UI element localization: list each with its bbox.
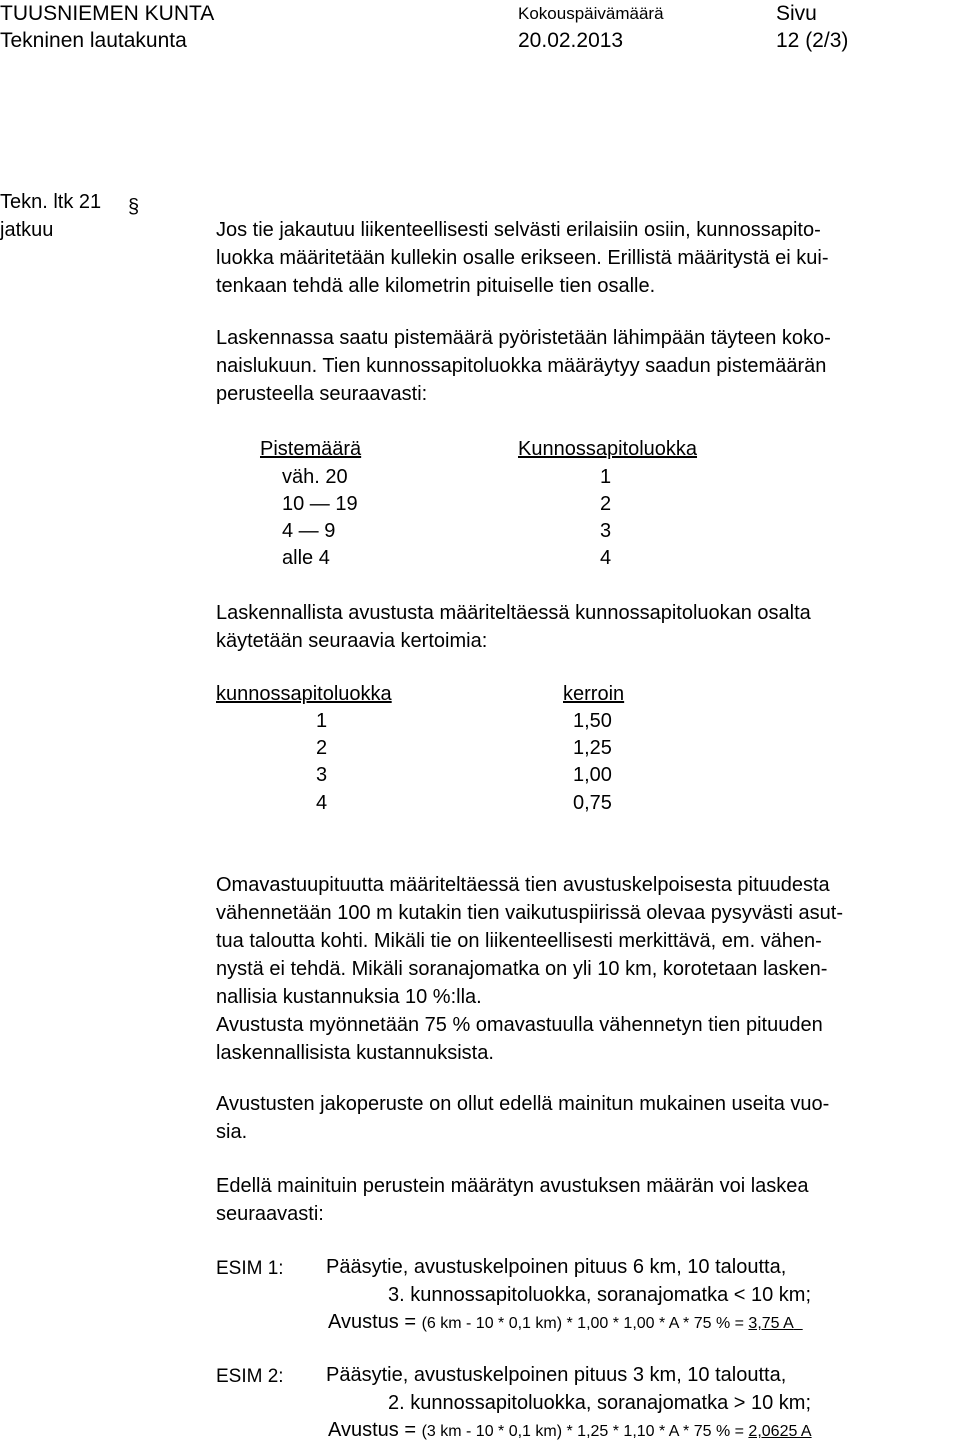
text-line: sia. [216,1121,248,1143]
text-line: vähennetään 100 m kutakin tien vaikutuspiirissä olevaa pysyvästi asut- [216,902,844,924]
text-line: Laskennassa saatu pistemäärä pyöristetään lähimpään täyteen koko- [216,327,831,349]
coefficient-cell: 1,00 [573,764,612,786]
text-line: Avustusten jakoperuste on ollut edellä mainitun mukainen useita vuo- [216,1093,830,1115]
example-line: Pääsytie, avustuskelpoinen pituus 3 km, 10 taloutta, [326,1364,787,1386]
text-line: nallisia kustannuksia 10 %:lla. [216,986,482,1008]
class-cell: 1 [600,466,612,488]
class-cell: 4 [600,547,612,569]
continued-label: jatkuu [0,219,54,241]
text-line: Avustusta myönnetään 75 % omavastuulla vähennetyn tien pituuden [216,1014,823,1036]
points-cell: väh. 20 [282,466,348,488]
board-name: Tekninen lautakunta [0,29,187,52]
example-line: 2. kunnossapitoluokka, soranajomatka > 10 km; [388,1392,812,1414]
text-line: laskennallisista kustannuksista. [216,1042,494,1064]
class-cell: 1 [316,710,328,732]
points-header: Pistemäärä [260,438,362,460]
text-line: naislukuun. Tien kunnossapitoluokka määräytyy saadun pistemäärän [216,355,827,377]
example-label: ESIM 2: [216,1366,284,1387]
text-line: tenkaan tehdä alle kilometrin pituiselle tien osalle. [216,275,656,297]
formula-body: (6 km - 10 * 0,1 km) * 1,00 * 1,00 * A * 75 % = [421,1315,749,1332]
formula-prefix: Avustus = [328,1311,422,1333]
example-line: Pääsytie, avustuskelpoinen pituus 6 km, 10 taloutta, [326,1256,787,1278]
paragraph-5 [216,1090,946,1146]
points-cell: 10 — 19 [282,493,358,515]
coefficient-cell: 1,50 [573,710,612,732]
municipality-name: TUUSNIEMEN KUNTA [0,2,215,25]
text-line: luokka määritetään kullekin osalle erikseen. Erillistä määritystä ei kui- [216,247,829,269]
text-line: seuraavasti: [216,1203,324,1225]
page-label: Sivu [776,2,817,25]
class-cell: 4 [316,792,328,814]
text-line: perusteella seuraavasti: [216,383,428,405]
text-line: Edellä mainituin perustein määrätyn avustuksen määrän voi laskea [216,1175,809,1197]
example-line: 3. kunnossapitoluokka, soranajomatka < 10 km; [388,1284,812,1306]
text-line: Omavastuupituutta määriteltäessä tien avustuskelpoisesta pituudesta [216,874,830,896]
example-label: ESIM 1: [216,1258,284,1279]
coefficient-header: kerroin [563,683,625,705]
coefficient-cell: 1,25 [573,737,612,759]
page-number: 12 (2/3) [776,29,849,52]
points-cell: 4 — 9 [282,520,336,542]
meeting-date: 20.02.2013 [518,29,624,52]
text-line: Jos tie jakautuu liikenteellisesti selvästi erilaisiin osiin, kunnossapito- [216,219,821,241]
section-reference: Tekn. ltk 21 [0,191,102,213]
formula-prefix: Avustus = [328,1419,422,1441]
text-line: Laskennallista avustusta määriteltäessä kunnossapitoluokan osalta [216,602,811,624]
paragraph-1 [216,216,946,300]
class-cell: 3 [316,764,328,786]
formula-result: 2,0625 A [748,1423,812,1440]
paragraph-4 [216,871,946,1067]
example-formula [328,1308,803,1338]
text-line: tua taloutta kohti. Mikäli tie on liikenteellisesti merkittävä, em. vähen- [216,930,822,952]
class-header: kunnossapitoluokka [216,683,392,705]
text-line: nystä ei tehdä. Mikäli soranajomatka on yli 10 km, korotetaan lasken- [216,958,828,980]
date-label: Kokouspäivämäärä [518,4,664,23]
paragraph-6 [216,1172,946,1228]
class-cell: 2 [600,493,612,515]
text-line: käytetään seuraavia kertoimia: [216,630,488,652]
paragraph-2 [216,324,946,408]
class-cell: 2 [316,737,328,759]
formula-body: (3 km - 10 * 0,1 km) * 1,25 * 1,10 * A * 75 % = [421,1423,749,1440]
section-sign: § [128,196,140,218]
points-cell: alle 4 [282,547,330,569]
paragraph-3 [216,599,946,655]
class-cell: 3 [600,520,612,542]
coefficient-cell: 0,75 [573,792,612,814]
class-header: Kunnossapitoluokka [518,438,698,460]
formula-result: 3,75 A [748,1315,794,1332]
